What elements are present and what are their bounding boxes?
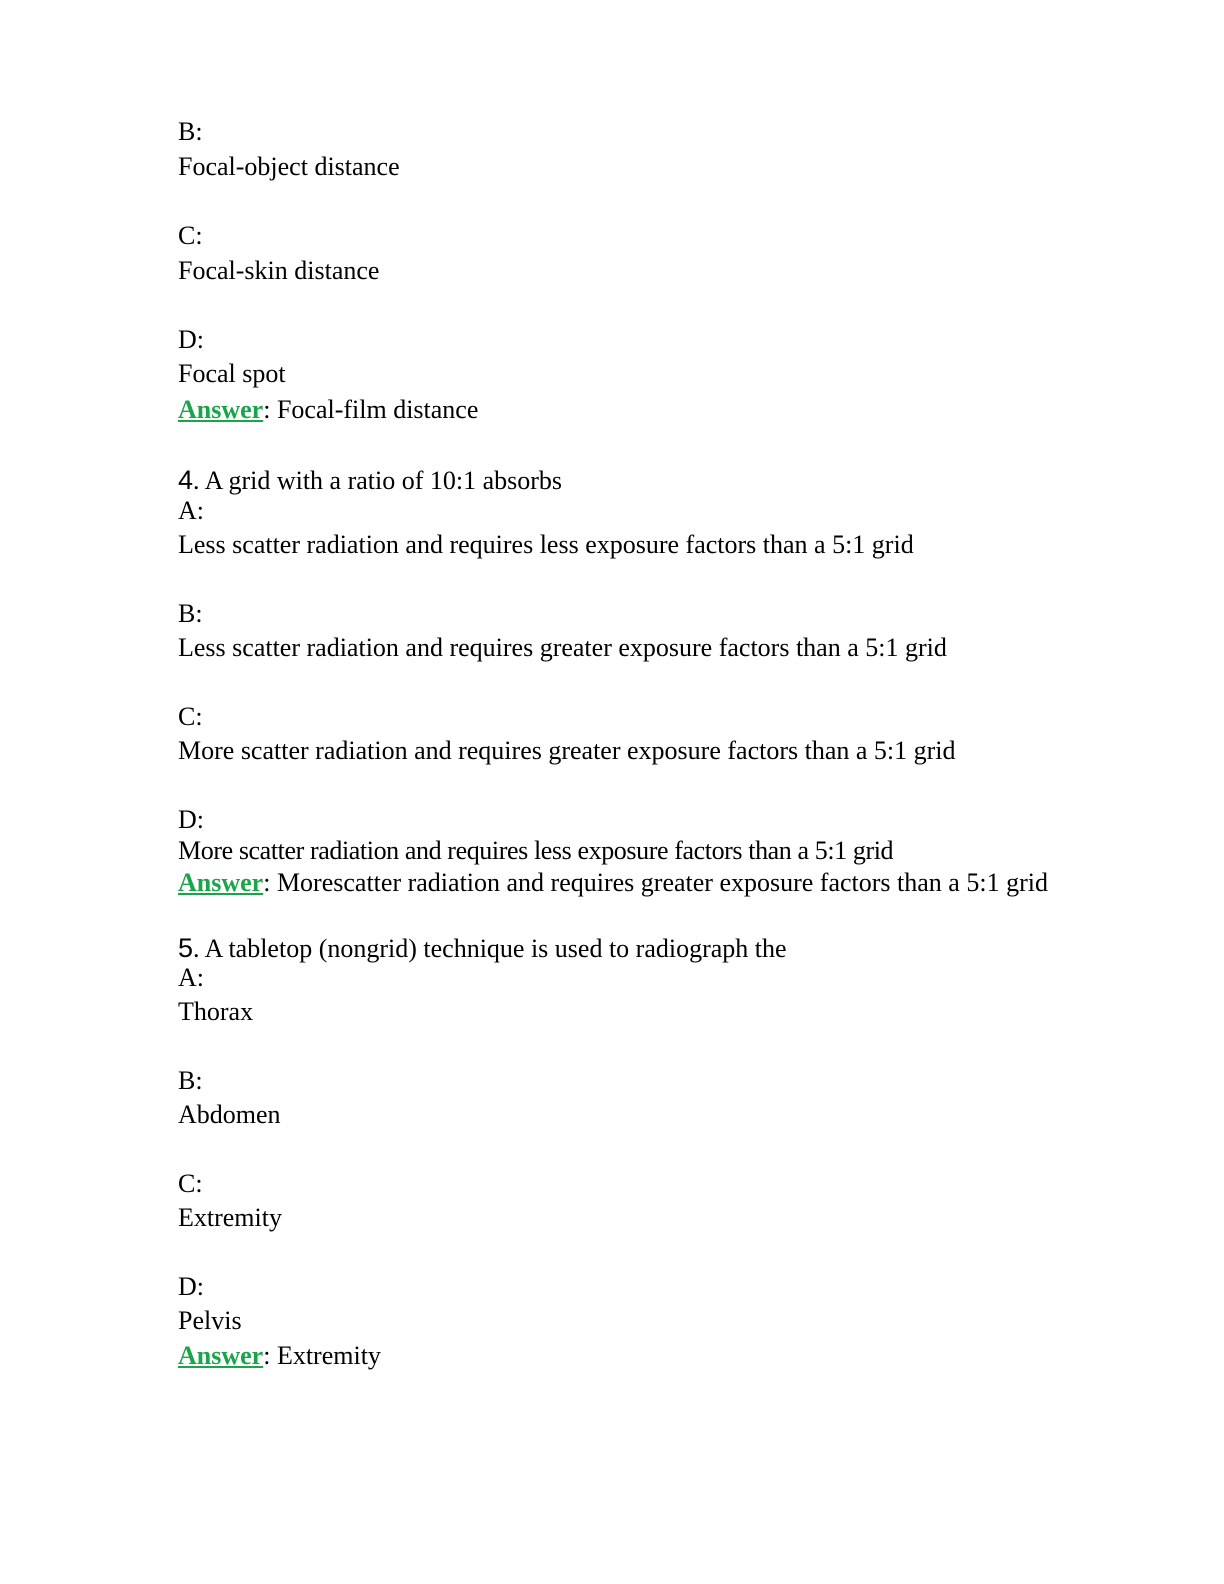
- q3-answer-line: [178, 395, 478, 425]
- q3-option-c-letter: C:: [178, 221, 203, 250]
- q4-option-c-text: More scatter radiation and requires greater exposure factors than a 5:1 grid: [178, 736, 956, 765]
- q4-question-text: . A grid with a ratio of 10:1 absorbs: [193, 466, 563, 495]
- q4-option-b-text: Less scatter radiation and requires greater exposure factors than a 5:1 grid: [178, 633, 947, 662]
- q4-option-a-letter: A:: [178, 496, 204, 525]
- q4-option-d-letter: D:: [178, 805, 204, 834]
- q4-option-d-text: More scatter radiation and requires less exposure factors than a 5:1 grid: [178, 836, 894, 865]
- q5-option-b-letter: B:: [178, 1066, 203, 1095]
- q4-number: 4: [178, 465, 194, 495]
- q3-option-d-letter: D:: [178, 325, 204, 354]
- q5-question-text: . A tabletop (nongrid) technique is used to radiograph the: [193, 934, 787, 963]
- q5-answer-line: [178, 1341, 381, 1371]
- q4-answer-text: : Morescatter radiation and requires greater exposure factors than a 5:1 grid: [263, 868, 1048, 897]
- q5-number: 5: [178, 933, 194, 963]
- q3-option-c-text: Focal-skin distance: [178, 256, 380, 285]
- q3-option-b-text: Focal-object distance: [178, 152, 400, 181]
- q4-answer-label: Answer: [178, 868, 264, 897]
- q5-option-d-letter: D:: [178, 1272, 204, 1301]
- q5-option-d-text: Pelvis: [178, 1306, 242, 1335]
- q4-option-c-letter: C:: [178, 702, 203, 731]
- q5-option-a-letter: A:: [178, 963, 204, 992]
- q3-answer-label: Answer: [178, 395, 264, 424]
- q5-option-b-text: Abdomen: [178, 1100, 281, 1129]
- q4-question: [178, 465, 562, 496]
- q3-option-b-letter: B:: [178, 117, 203, 146]
- q5-option-c-letter: C:: [178, 1169, 203, 1198]
- q3-answer-text: : Focal-film distance: [263, 395, 479, 424]
- q5-answer-label: Answer: [178, 1341, 264, 1370]
- q4-option-a-text: Less scatter radiation and requires less exposure factors than a 5:1 grid: [178, 530, 914, 559]
- q4-option-b-letter: B:: [178, 599, 203, 628]
- q5-question: [178, 933, 787, 964]
- q3-option-d-text: Focal spot: [178, 359, 286, 388]
- q5-answer-text: : Extremity: [263, 1341, 381, 1370]
- q4-answer-line: [178, 868, 1048, 898]
- q5-option-a-text: Thorax: [178, 997, 254, 1026]
- q5-option-c-text: Extremity: [178, 1203, 282, 1232]
